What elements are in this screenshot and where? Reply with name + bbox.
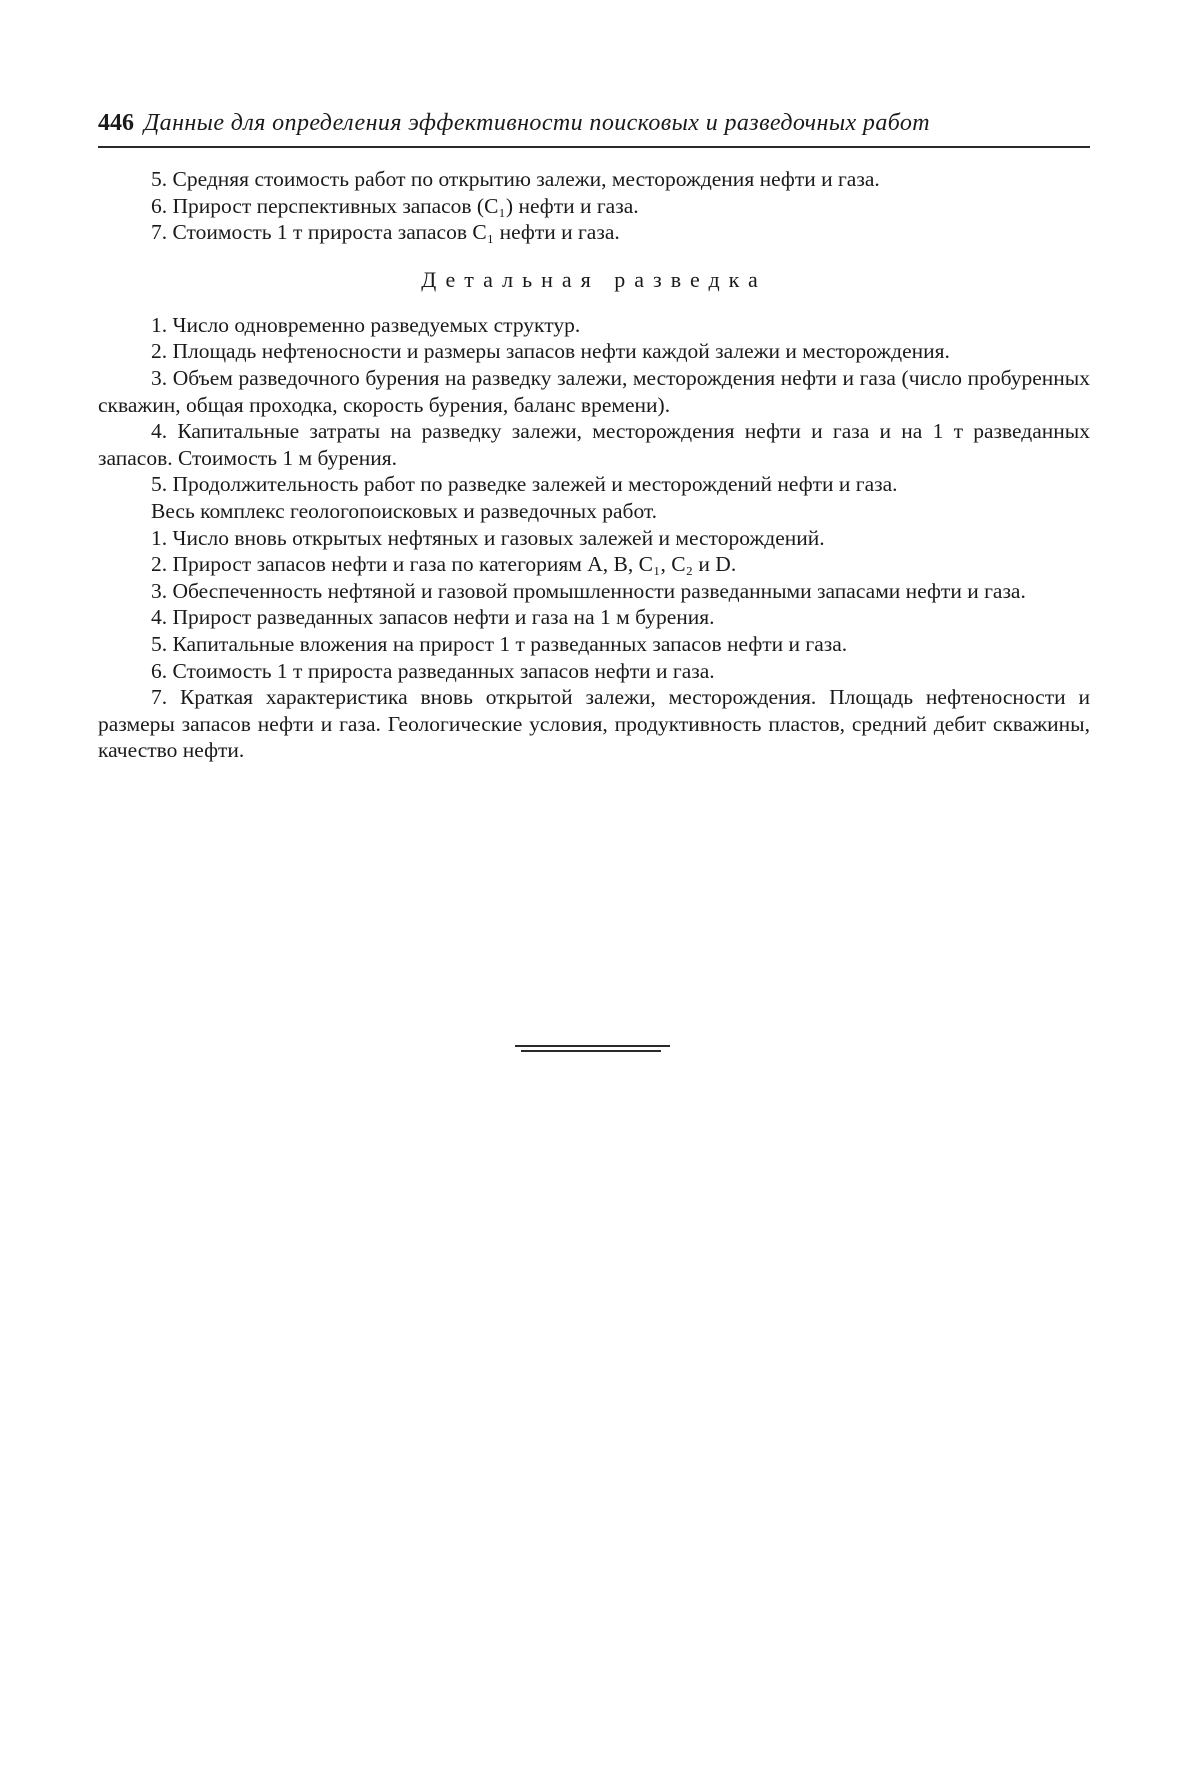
list-item: 5. Продолжительность работ по разведке залежей и месторождений нефти и газа. <box>151 472 898 497</box>
intro-list <box>98 166 1090 246</box>
list-item: 4. Капитальные затраты на разведку залежи, месторождения нефти и газа и на 1 т разведанных запасов. Стоимость 1 м бурения. <box>98 419 1090 470</box>
list-item: 5. Средняя стоимость работ по открытию залежи, месторождения нефти и газа. <box>151 167 880 191</box>
list-item: 6. Стоимость 1 т прироста разведанных запасов нефти и газа. <box>151 658 715 683</box>
list-item: 6. Прирост перспективных запасов (C₁) нефти и газа. <box>151 193 639 218</box>
end-rule-line <box>521 1050 661 1052</box>
list-item: 2. Прирост запасов нефти и газа по категориям A, B, C₁, C₂ и D. <box>151 552 737 577</box>
list-item: 5. Капитальные вложения на прирост 1 т разведанных запасов нефти и газа. <box>151 631 848 656</box>
list-item: 1. Число одновременно разведуемых структур. <box>151 312 581 337</box>
list-item: 7. Краткая характеристика вновь открытой залежи, месторождения. Площадь нефтеносности и размеры запасов нефти и газа. Геологические условия, продуктивность пластов, средний дебит скважины, качество нефти. <box>98 685 1090 763</box>
end-of-section-rule <box>515 1045 670 1055</box>
complex-list <box>98 525 1090 764</box>
list-item: 4. Прирост разведанных запасов нефти и газа на 1 м бурения. <box>151 605 715 630</box>
running-head <box>98 108 1090 148</box>
page-number: 446 <box>98 110 134 136</box>
list-item: 1. Число вновь открытых нефтяных и газовых залежей и месторождений. <box>151 525 825 550</box>
list-item: 3. Обеспеченность нефтяной и газовой промышленности разведанными запасами нефти и газа. <box>151 578 1026 603</box>
document-page <box>98 108 1090 764</box>
body-text <box>98 166 1090 764</box>
section-heading: Детальная разведка <box>421 266 767 292</box>
list-item: 2. Площадь нефтеносности и размеры запасов нефти каждой залежи и месторождения. <box>151 339 950 364</box>
list-item: 7. Стоимость 1 т прироста запасов C₁ нефти и газа. <box>151 220 620 245</box>
end-rule-line <box>515 1045 670 1047</box>
running-head-title: Данные для определения эффективности поисковых и разведочных работ <box>144 110 931 136</box>
detail-list <box>98 312 1090 498</box>
list-item: 3. Объем разведочного бурения на разведку залежи, месторождения нефти и газа (число пробуренных скважин, общая проходка, скорость бурения, баланс времени). <box>98 365 1090 417</box>
complex-heading: Весь комплекс геологопоисковых и разведочных работ. <box>151 498 658 523</box>
